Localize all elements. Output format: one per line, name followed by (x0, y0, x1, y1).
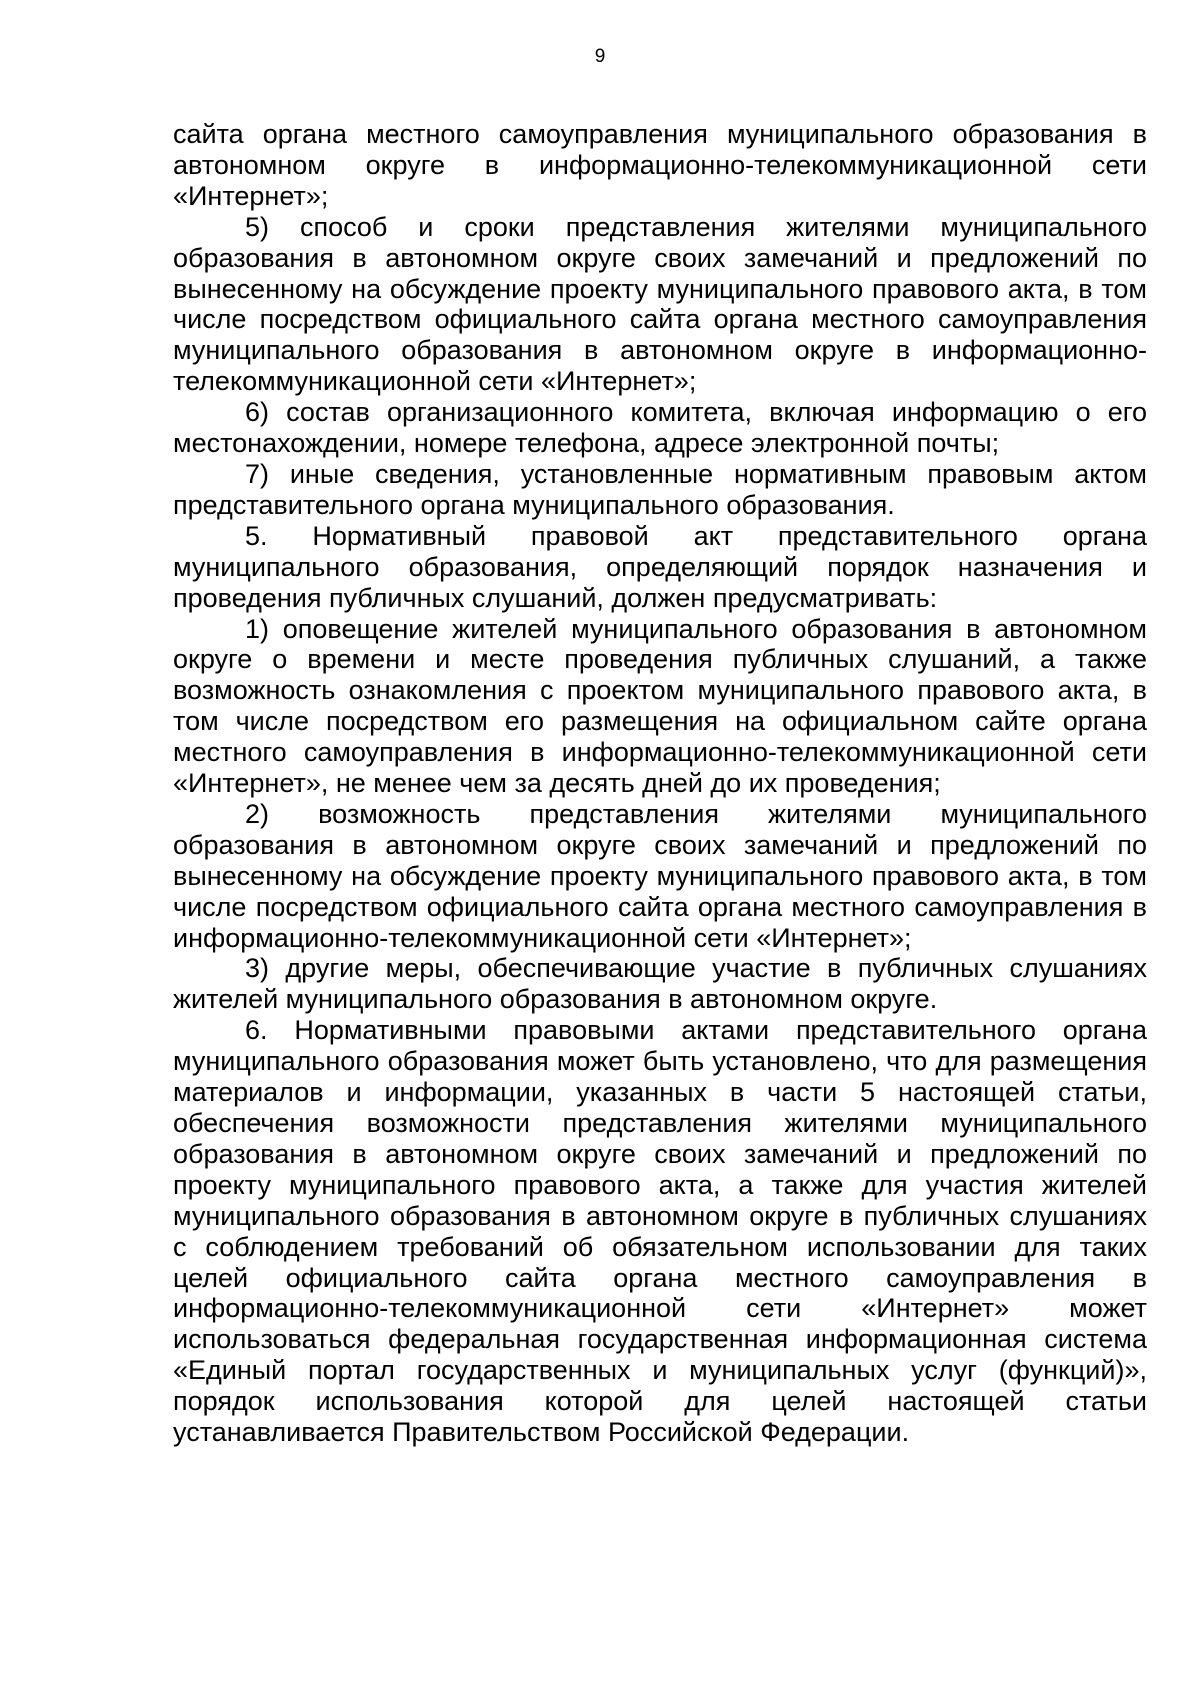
paragraph: 3) другие меры, обеспечивающие участие в публичных слушаниях жителей муниципального образования в автономном округе. (173, 953, 1147, 1015)
page-number: 9 (594, 46, 606, 67)
paragraph: сайта органа местного самоуправления муниципального образования в автономном округе в информационно-телекоммуникационной сети «Интернет»; (173, 119, 1147, 211)
paragraph: 1) оповещение жителей муниципального образования в автономном округе о времени и месте проведения публичных слушаний, а также возможность ознакомления с проектом муниципального правового акта, в том числе посредством его размещения на официальном сайте органа местного самоуправления в информационно-телекоммуникационной сети «Интернет», не менее чем за десять дней до их проведения; (173, 613, 1147, 799)
paragraph: 5. Нормативный правовой акт представительного органа муниципального образования, определяющий порядок назначения и проведения публичных слушаний, должен предусматривать: (173, 520, 1147, 613)
paragraph: 6. Нормативными правовыми актами представительного органа муниципального образования может быть установлено, что для размещения материалов и информации, указанных в части 5 настоящей статьи, обеспечения возможности представления жителями муниципального образования в автономном округе своих замечаний и предложений по проекту муниципального правового акта, а также для участия жителей муниципального образования в автономном округе в публичных слушаниях с соблюдением требований об обязательном использовании для таких целей официального сайта органа местного самоуправления в информационно-телекоммуникационной сети «Интернет» может использоваться федеральная государственная информационная система «Единый портал государственных и муниципальных услуг (функций)», порядок использования которой для целей настоящей статьи устанавливается Правительством Российской Федерации. (173, 1015, 1147, 1448)
paragraph: 5) способ и сроки представления жителями муниципального образования в автономном округе своих замечаний и предложений по вынесенному на обсуждение проекту муниципального правового акта, в том числе посредством официального сайта органа местного самоуправления муниципального образования в автономном округе в информационно-телекоммуникационной сети «Интернет»; (173, 211, 1147, 397)
paragraph: 7) иные сведения, установленные нормативным правовым актом представительного органа муниципального образования. (173, 458, 1147, 520)
document-body (173, 119, 1147, 1448)
paragraph: 6) состав организационного комитета, включая информацию о его местонахождении, номере телефона, адресе электронной почты; (173, 397, 1147, 459)
paragraph: 2) возможность представления жителями муниципального образования в автономном округе своих замечаний и предложений по вынесенному на обсуждение проекту муниципального правового акта, в том числе посредством официального сайта органа местного самоуправления в информационно-телекоммуникационной сети «Интернет»; (173, 798, 1147, 953)
